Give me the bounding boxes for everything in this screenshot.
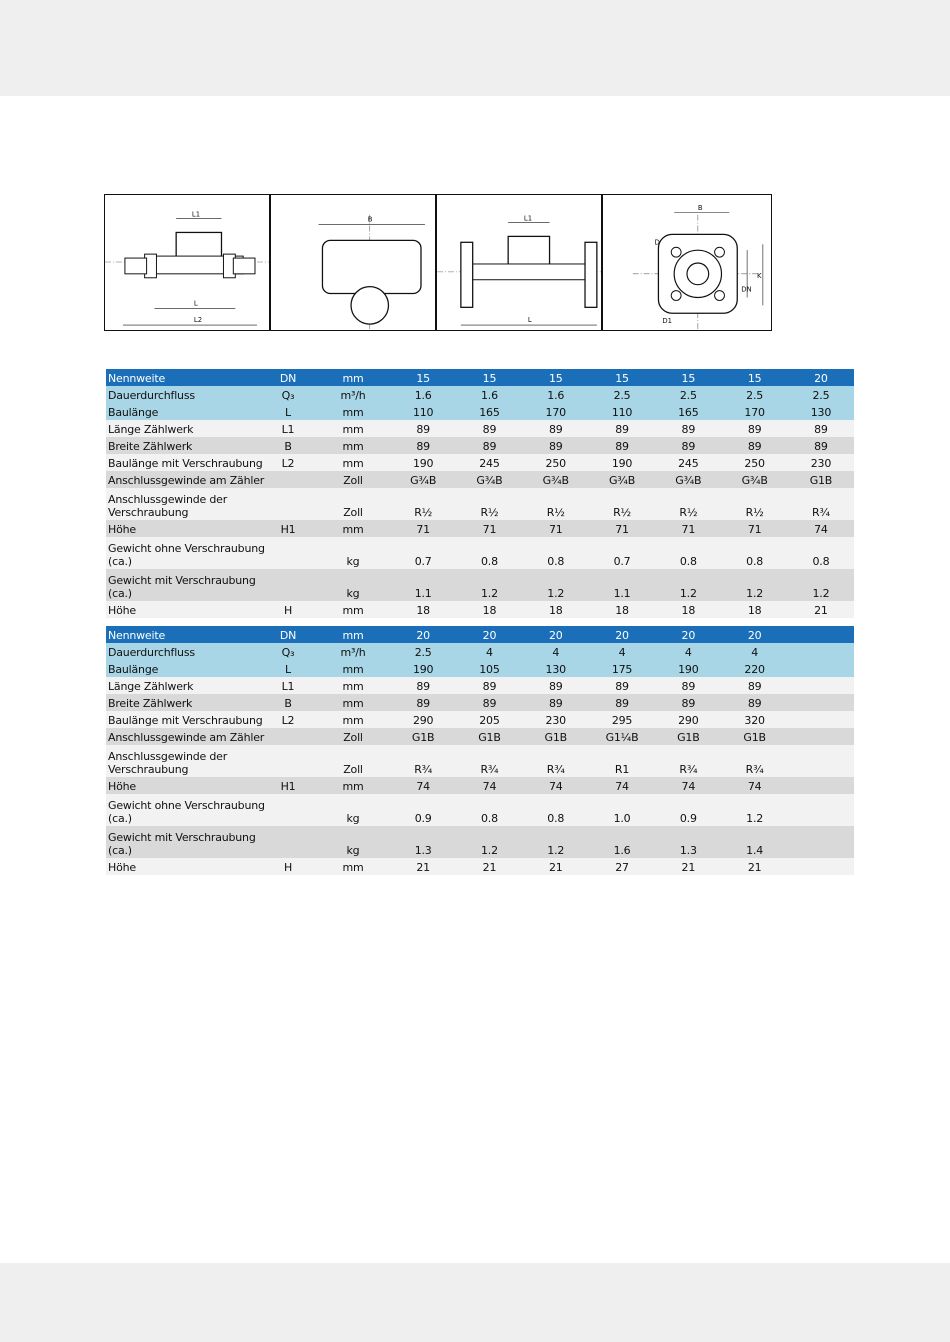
row-value: 4 [721,643,787,660]
row-value [788,694,854,711]
row-value: 205 [456,711,522,728]
row-value: 18 [721,601,787,618]
row-value: 89 [589,437,655,454]
row-value: 1.6 [390,386,456,403]
table-row [106,520,854,537]
row-label: Baulänge [106,660,276,677]
row-value: G¾B [721,471,787,488]
row-symbol: Q₃ [276,643,300,660]
header-value: 20 [655,626,721,643]
row-value: 89 [788,437,854,454]
table-row [106,711,854,728]
row-value [788,826,854,858]
label-dn: DN [741,285,752,294]
table-row [106,420,854,437]
table-row [106,643,854,660]
row-value: 18 [655,601,721,618]
row-symbol [276,471,300,488]
row-value: 105 [456,660,522,677]
row-value: 0.8 [788,537,854,569]
row-value: 170 [721,403,787,420]
row-value: 89 [655,437,721,454]
row-value: 245 [456,454,522,471]
table-row [106,537,854,569]
row-symbol [276,569,300,601]
row-label: Anschlussgewinde am Zähler [106,471,276,488]
table-header-row [106,369,854,386]
row-value: 230 [788,454,854,471]
row-value: 4 [456,643,522,660]
row-symbol [276,537,300,569]
row-value: 89 [456,694,522,711]
table-row [106,858,854,875]
row-value: 21 [655,858,721,875]
row-value: R½ [721,488,787,520]
row-value: 89 [390,420,456,437]
table-row [106,386,854,403]
row-value: 1.0 [589,794,655,826]
drawing-side-view-flanged-svg [437,195,601,330]
row-value: 170 [523,403,589,420]
header-value: 20 [589,626,655,643]
row-value: 89 [721,420,787,437]
row-value: 74 [456,777,522,794]
row-unit: mm [300,694,390,711]
row-value: G1B [456,728,522,745]
row-value: G1B [788,471,854,488]
header-value: 15 [523,369,589,386]
row-value: 1.2 [523,826,589,858]
drawing-flange-view [602,194,772,331]
row-value: 250 [523,454,589,471]
row-value: 4 [589,643,655,660]
header-value: 15 [721,369,787,386]
row-value: 0.8 [523,537,589,569]
table-row [106,488,854,520]
row-value: G¾B [523,471,589,488]
table-row [106,403,854,420]
row-unit: mm [300,420,390,437]
row-value: 0.7 [390,537,456,569]
row-value: 230 [523,711,589,728]
row-label: Dauerdurchfluss [106,386,276,403]
spec-table-dn20 [106,626,854,875]
row-value: R¾ [456,745,522,777]
row-symbol: L [276,660,300,677]
row-value: 0.8 [456,537,522,569]
row-label: Höhe [106,601,276,618]
row-value: R¾ [655,745,721,777]
spec-table-dn20-body [106,626,854,875]
row-label: Anschlussgewinde der Verschraubung [106,745,276,777]
drawing-side-view-flanged [436,194,602,331]
label-b-flange: B [697,203,703,212]
row-value: 0.8 [456,794,522,826]
row-value [788,777,854,794]
row-value: 71 [721,520,787,537]
row-unit: Zoll [300,488,390,520]
row-value: 71 [523,520,589,537]
row-label: Höhe [106,858,276,875]
label-l: L [193,299,198,308]
header-unit: mm [300,626,390,643]
row-symbol: L1 [276,420,300,437]
drawing-side-view-screwed-svg [105,195,269,330]
row-label: Länge Zählwerk [106,420,276,437]
row-value: 71 [655,520,721,537]
row-value [788,794,854,826]
row-value: 89 [721,677,787,694]
row-unit: mm [300,711,390,728]
row-value: 89 [721,437,787,454]
row-value: 89 [390,677,456,694]
row-value: 2.5 [589,386,655,403]
row-value: 290 [390,711,456,728]
row-label: Baulänge mit Verschraubung [106,711,276,728]
row-value: 2.5 [721,386,787,403]
row-symbol: B [276,694,300,711]
header-value: 20 [523,626,589,643]
row-value: 74 [655,777,721,794]
row-label: Baulänge [106,403,276,420]
header-value: 15 [456,369,522,386]
label-d1: D1 [662,317,673,326]
row-value: 18 [523,601,589,618]
row-value: G1¼B [589,728,655,745]
row-value: 290 [655,711,721,728]
row-value: R½ [390,488,456,520]
row-unit: mm [300,520,390,537]
header-value: 15 [589,369,655,386]
table-row [106,660,854,677]
row-value: 89 [788,420,854,437]
row-value [788,728,854,745]
row-value: 89 [589,420,655,437]
header-value: 15 [390,369,456,386]
row-value: 18 [390,601,456,618]
row-value: 1.6 [589,826,655,858]
row-value: 74 [523,777,589,794]
row-symbol [276,826,300,858]
row-value: 0.9 [390,794,456,826]
row-value: 0.8 [523,794,589,826]
row-value: 2.5 [655,386,721,403]
row-value: 110 [390,403,456,420]
row-unit: mm [300,437,390,454]
row-value: 1.6 [456,386,522,403]
row-value: 1.4 [721,826,787,858]
header-value: 20 [390,626,456,643]
row-value: 21 [523,858,589,875]
row-value: 89 [456,677,522,694]
row-value: 1.2 [456,569,522,601]
row-value: 89 [523,437,589,454]
header-label: Nennweite [106,369,276,386]
header-label: Nennweite [106,626,276,643]
row-value: R1 [589,745,655,777]
row-value: 89 [589,694,655,711]
row-value: 89 [589,677,655,694]
row-value: 89 [390,694,456,711]
row-value: 71 [390,520,456,537]
row-symbol: H1 [276,777,300,794]
row-unit: m³/h [300,386,390,403]
drawing-side-view-screwed [104,194,270,331]
row-symbol: H [276,601,300,618]
row-value: 130 [523,660,589,677]
table-row [106,794,854,826]
row-value: 250 [721,454,787,471]
row-unit: mm [300,601,390,618]
row-value: 1.2 [523,569,589,601]
table-row [106,569,854,601]
row-label: Anschlussgewinde am Zähler [106,728,276,745]
table-row [106,745,854,777]
page-footer-band [0,1263,950,1342]
row-value: R¾ [721,745,787,777]
row-unit: kg [300,569,390,601]
row-value: 0.8 [721,537,787,569]
table-row [106,777,854,794]
row-value: R¾ [788,488,854,520]
row-value: 1.2 [655,569,721,601]
label-l1: L1 [191,210,201,219]
row-value: 175 [589,660,655,677]
row-value: 89 [655,420,721,437]
row-value: G1B [523,728,589,745]
label-d: D [654,238,660,247]
header-value: 20 [456,626,522,643]
row-symbol: B [276,437,300,454]
row-value: 1.2 [721,569,787,601]
row-value: 245 [655,454,721,471]
row-value: 1.3 [390,826,456,858]
row-value: 4 [655,643,721,660]
row-value: 89 [655,677,721,694]
row-value: 89 [721,694,787,711]
row-value: 21 [721,858,787,875]
row-value: 89 [523,677,589,694]
row-value: 21 [788,601,854,618]
row-value: 1.2 [456,826,522,858]
drawing-front-view [270,194,436,331]
drawing-flange-view-svg [603,195,771,330]
row-value: 0.9 [655,794,721,826]
table-row [106,728,854,745]
row-value: G¾B [456,471,522,488]
row-value: R½ [456,488,522,520]
label-l1-flanged: L1 [523,214,533,223]
page-header-band [0,0,950,96]
label-l-flanged: L [527,316,532,325]
row-label: Gewicht mit Verschraubung (ca.) [106,826,276,858]
row-value: 89 [456,437,522,454]
row-unit: mm [300,858,390,875]
row-value: 74 [721,777,787,794]
row-unit: kg [300,537,390,569]
row-label: Gewicht ohne Verschraubung (ca.) [106,794,276,826]
row-value: 21 [390,858,456,875]
row-value: 190 [589,454,655,471]
row-value: 220 [721,660,787,677]
row-value: G¾B [589,471,655,488]
label-k: K [756,271,762,280]
row-unit: kg [300,826,390,858]
row-value [788,745,854,777]
row-value: 1.6 [523,386,589,403]
row-value: 1.3 [655,826,721,858]
row-value: 2.5 [390,643,456,660]
row-value: 89 [523,694,589,711]
row-unit: m³/h [300,643,390,660]
row-unit: kg [300,794,390,826]
row-unit: Zoll [300,728,390,745]
row-label: Dauerdurchfluss [106,643,276,660]
row-value: 18 [589,601,655,618]
row-label: Höhe [106,520,276,537]
table-row [106,677,854,694]
row-symbol [276,728,300,745]
spec-table-dn15-body [106,369,854,618]
label-l2: L2 [193,316,203,325]
row-value: 295 [589,711,655,728]
row-unit: Zoll [300,471,390,488]
row-label: Breite Zählwerk [106,437,276,454]
row-value: 18 [456,601,522,618]
header-value: 20 [721,626,787,643]
row-value: 74 [589,777,655,794]
table-header-row [106,626,854,643]
row-label: Breite Zählwerk [106,694,276,711]
row-unit: mm [300,660,390,677]
row-value: 89 [456,420,522,437]
row-unit: mm [300,454,390,471]
row-value [788,711,854,728]
table-row [106,694,854,711]
header-value: 20 [788,369,854,386]
row-value: 2.5 [788,386,854,403]
row-label: Gewicht mit Verschraubung (ca.) [106,569,276,601]
row-value: 27 [589,858,655,875]
row-value: R½ [589,488,655,520]
row-unit: Zoll [300,745,390,777]
row-value: 0.7 [589,537,655,569]
row-value: G1B [721,728,787,745]
row-value: 190 [655,660,721,677]
table-row [106,826,854,858]
row-value [788,643,854,660]
row-value: 1.1 [390,569,456,601]
table-row [106,437,854,454]
row-value: 4 [523,643,589,660]
row-unit: mm [300,777,390,794]
dimension-drawings [104,194,772,331]
header-value [788,626,854,643]
header-unit: mm [300,369,390,386]
row-value: 89 [655,694,721,711]
row-value [788,858,854,875]
row-value [788,677,854,694]
row-unit: mm [300,677,390,694]
row-symbol: L1 [276,677,300,694]
row-value: G1B [390,728,456,745]
row-value: R½ [655,488,721,520]
row-label: Baulänge mit Verschraubung [106,454,276,471]
row-value: R¾ [523,745,589,777]
label-b: B [367,215,373,224]
row-symbol [276,794,300,826]
row-value: 110 [589,403,655,420]
row-value: 320 [721,711,787,728]
header-symbol: DN [276,626,300,643]
row-value: R¾ [390,745,456,777]
row-value: 1.2 [788,569,854,601]
row-value: 190 [390,454,456,471]
row-value: 71 [589,520,655,537]
table-row [106,471,854,488]
row-value: 190 [390,660,456,677]
table-row [106,601,854,618]
row-label: Anschlussgewinde der Verschraubung [106,488,276,520]
row-value: 1.1 [589,569,655,601]
row-value: 165 [655,403,721,420]
row-symbol: Q₃ [276,386,300,403]
row-value: 165 [456,403,522,420]
row-unit: mm [300,403,390,420]
row-symbol: L2 [276,711,300,728]
row-value: 74 [390,777,456,794]
spec-table-dn15 [106,369,854,618]
row-value: G¾B [655,471,721,488]
row-value: G1B [655,728,721,745]
drawing-front-view-svg [271,195,435,330]
row-value: G¾B [390,471,456,488]
row-value: R½ [523,488,589,520]
row-value: 130 [788,403,854,420]
row-value: 71 [456,520,522,537]
row-value: 74 [788,520,854,537]
table-row [106,454,854,471]
row-label: Gewicht ohne Verschraubung (ca.) [106,537,276,569]
row-symbol: L [276,403,300,420]
row-value [788,660,854,677]
row-value: 0.8 [655,537,721,569]
header-value: 15 [655,369,721,386]
row-label: Höhe [106,777,276,794]
row-symbol [276,488,300,520]
row-symbol: H [276,858,300,875]
header-symbol: DN [276,369,300,386]
row-label: Länge Zählwerk [106,677,276,694]
row-symbol: H1 [276,520,300,537]
row-value: 1.2 [721,794,787,826]
row-value: 21 [456,858,522,875]
row-symbol: L2 [276,454,300,471]
row-symbol [276,745,300,777]
row-value: 89 [390,437,456,454]
row-value: 89 [523,420,589,437]
